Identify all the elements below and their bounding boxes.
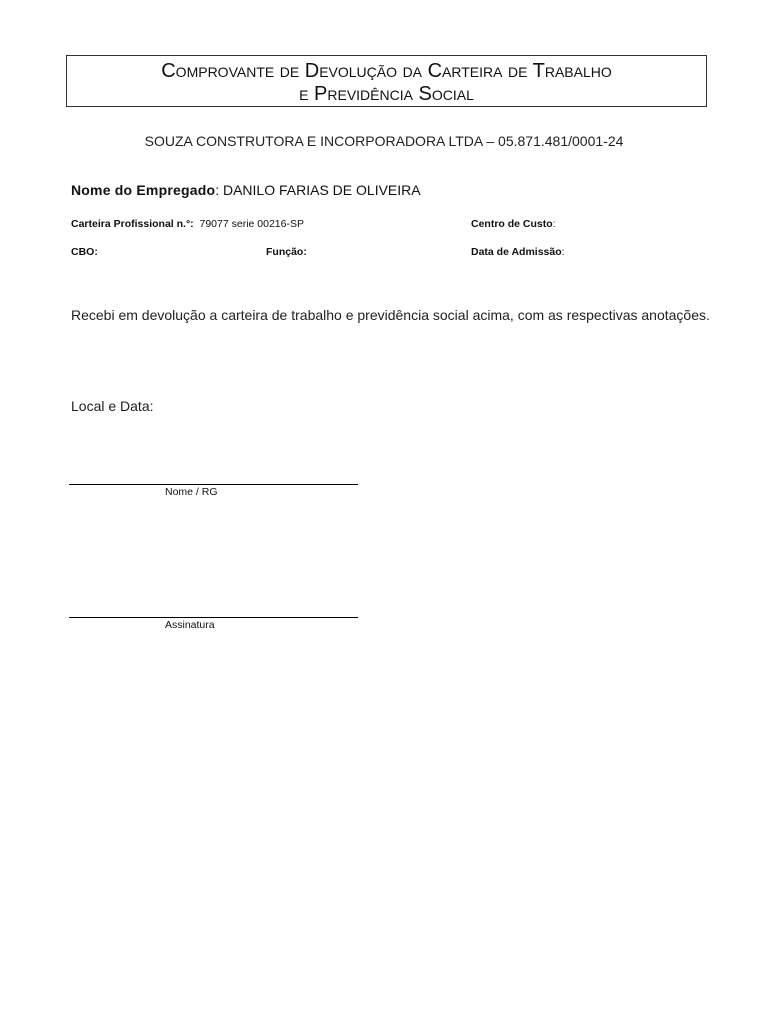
cbo-label: CBO: bbox=[71, 246, 98, 258]
statement-paragraph: Recebi em devolução a carteira de trabalho e previdência social acima, com as respectivas anotações. bbox=[71, 307, 710, 323]
name-rg-signature-line bbox=[69, 484, 358, 485]
centro-custo-row bbox=[471, 218, 556, 230]
name-rg-label: Nome / RG bbox=[165, 486, 218, 498]
admissao-row bbox=[471, 246, 565, 258]
centro-custo-value: : bbox=[552, 218, 556, 230]
cbo-row bbox=[71, 246, 98, 258]
document-title bbox=[66, 55, 707, 107]
admissao-value: : bbox=[561, 246, 565, 258]
funcao-row bbox=[266, 246, 307, 258]
carteira-row bbox=[71, 218, 304, 230]
employee-name-label: Nome do Empregado bbox=[71, 182, 216, 198]
admissao-label: Data de Admissão bbox=[471, 246, 562, 258]
employee-name-row bbox=[71, 182, 421, 198]
employee-name-value: : DANILO FARIAS DE OLIVEIRA bbox=[215, 182, 421, 198]
title-line-2: e Previdência Social bbox=[299, 83, 474, 105]
carteira-value: 79077 serie 00216-SP bbox=[199, 218, 304, 230]
company-name: SOUZA CONSTRUTORA E INCORPORADORA LTDA – 05.871.481/0001-24 bbox=[144, 133, 624, 149]
title-line-1: Comprovante de Devolução da Carteira de Trabalho bbox=[161, 60, 612, 82]
funcao-label: Função: bbox=[266, 246, 307, 258]
local-data-label: Local e Data: bbox=[71, 398, 154, 414]
assinatura-label: Assinatura bbox=[165, 619, 215, 631]
assinatura-signature-line bbox=[69, 617, 358, 618]
carteira-label: Carteira Profissional n.°: bbox=[71, 218, 194, 230]
centro-custo-label: Centro de Custo bbox=[471, 218, 553, 230]
